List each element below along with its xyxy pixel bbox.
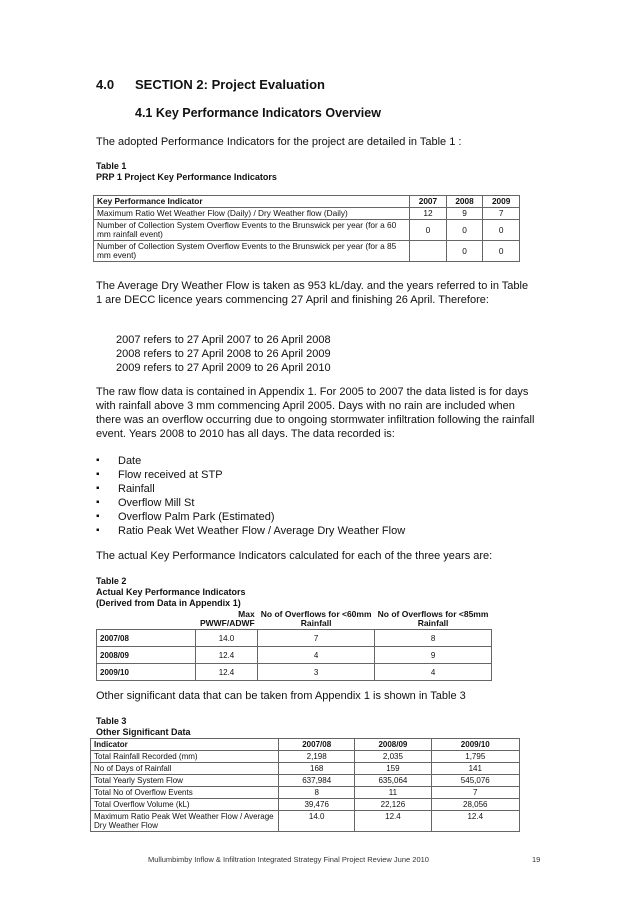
table-cell: No of Days of Rainfall: [91, 763, 279, 775]
table-cell: 9: [446, 208, 483, 220]
year-definition: 2007 refers to 27 April 2007 to 26 April 2008: [116, 334, 331, 346]
table2-caption: Table 2: [96, 576, 127, 586]
table-row: [97, 630, 492, 647]
table-cell: 8: [375, 630, 492, 647]
table-cell: 4: [375, 664, 492, 681]
table-cell: Maximum Ratio Wet Weather Flow (Daily) / Dry Weather flow (Daily): [94, 208, 410, 220]
list-item: ▪ Overflow Palm Park (Estimated): [96, 510, 405, 524]
section-title: SECTION 2: Project Evaluation: [135, 77, 325, 92]
adwf-paragraph: The Average Dry Weather Flow is taken as 953 kL/day. and the years referred to in Table 1 are DECC licence years commencing 27 April and finishing 26 April. Therefore:: [96, 280, 529, 306]
table-header-cell: 2008: [446, 196, 483, 208]
actual-kpi-table: [96, 609, 492, 681]
table-cell: 2007/08: [97, 630, 196, 647]
table-cell: 159: [355, 763, 431, 775]
list-item: ▪ Flow received at STP: [96, 468, 405, 482]
table-header-cell: 2007: [410, 196, 447, 208]
table-row: [91, 787, 520, 799]
table-cell: 2008/09: [97, 647, 196, 664]
table-row: [91, 775, 520, 787]
table-cell: 22,126: [355, 799, 431, 811]
table3-title: Other Significant Data: [96, 727, 191, 737]
table-cell: 39,476: [279, 799, 355, 811]
table-cell: 7: [258, 630, 375, 647]
table-cell: Total No of Overflow Events: [91, 787, 279, 799]
table-header-cell: 2008/09: [355, 739, 431, 751]
table-cell: 2,198: [279, 751, 355, 763]
table1-caption: Table 1: [96, 161, 127, 171]
table-cell: Number of Collection System Overflow Events to the Brunswick per year (for a 60 mm rainfall event): [94, 220, 410, 241]
table-cell: 637,984: [279, 775, 355, 787]
table-cell: 14.0: [279, 811, 355, 832]
page-footer: Mullumbimby Inflow & Infiltration Integrated Strategy Final Project Review June 2010: [148, 855, 429, 864]
significant-data-table: [90, 738, 520, 832]
table2-subtitle: (Derived from Data in Appendix 1): [96, 598, 241, 608]
table-cell: Total Overflow Volume (kL): [91, 799, 279, 811]
table-row: [97, 647, 492, 664]
table-cell: Total Yearly System Flow: [91, 775, 279, 787]
table-header-cell: Max PWWF/ADWF: [199, 609, 255, 628]
list-item: ▪ Rainfall: [96, 482, 405, 496]
table-cell: Maximum Ratio Peak Wet Weather Flow / Average Dry Weather Flow: [91, 811, 279, 832]
table-row: [91, 799, 520, 811]
table-cell: 3: [258, 664, 375, 681]
table-cell: 8: [279, 787, 355, 799]
table-cell: 0: [410, 220, 447, 241]
table-cell: 12.4: [195, 647, 257, 664]
section-number: 4.0: [96, 77, 115, 92]
table-header-row: [91, 739, 520, 751]
table-header-cell: Indicator: [91, 739, 279, 751]
table-header-cell: 2009: [483, 196, 520, 208]
year-definition: 2008 refers to 27 April 2008 to 26 April 2009: [116, 348, 331, 360]
table-cell: 14.0: [195, 630, 257, 647]
table-cell: 2,035: [355, 751, 431, 763]
table-row: [91, 811, 520, 832]
year-definition: 2009 refers to 27 April 2009 to 26 April 2010: [116, 362, 331, 374]
subsection-title: 4.1 Key Performance Indicators Overview: [135, 106, 381, 120]
table-row: [94, 241, 520, 262]
table2-title: Actual Key Performance Indicators: [96, 587, 246, 597]
table-cell: 7: [483, 208, 520, 220]
table-cell: 1,795: [431, 751, 519, 763]
table-cell: 4: [258, 647, 375, 664]
table-cell: 11: [355, 787, 431, 799]
table-row: [94, 208, 520, 220]
table-cell: 0: [483, 220, 520, 241]
intro-paragraph: The adopted Performance Indicators for the project are detailed in Table 1 :: [96, 136, 462, 148]
table-cell: 12.4: [431, 811, 519, 832]
table-cell: 635,064: [355, 775, 431, 787]
table3-caption: Table 3: [96, 716, 127, 726]
table-cell: 7: [431, 787, 519, 799]
kpi-table: [93, 195, 520, 262]
table-cell: 12.4: [355, 811, 431, 832]
table-cell: 9: [375, 647, 492, 664]
table-cell: 28,056: [431, 799, 519, 811]
table-header-row: [97, 609, 492, 630]
table-cell: Total Rainfall Recorded (mm): [91, 751, 279, 763]
table1-title: PRP 1 Project Key Performance Indicators: [96, 172, 277, 182]
table-row: [97, 664, 492, 681]
table-header-cell: No of Overflows for <85mm Rainfall: [377, 609, 489, 628]
table-header-cell: [97, 609, 196, 630]
actual-kpi-paragraph: The actual Key Performance Indicators calculated for each of the three years are:: [96, 550, 493, 562]
table-row: [94, 220, 520, 241]
table-cell: 12.4: [195, 664, 257, 681]
data-recorded-list: [96, 454, 405, 538]
table-cell: 545,076: [431, 775, 519, 787]
list-item: ▪ Date: [96, 454, 405, 468]
table-header-cell: No of Overflows for <60mm Rainfall: [260, 609, 372, 628]
table-cell: 0: [446, 241, 483, 262]
table-cell: 0: [446, 220, 483, 241]
table-cell: [410, 241, 447, 262]
table-header-cell: Key Performance Indicator: [94, 196, 410, 208]
other-data-paragraph: Other significant data that can be taken from Appendix 1 is shown in Table 3: [96, 690, 466, 702]
table-cell: 168: [279, 763, 355, 775]
table-cell: 2009/10: [97, 664, 196, 681]
table-header-cell: 2007/08: [279, 739, 355, 751]
list-item: ▪ Ratio Peak Wet Weather Flow / Average Dry Weather Flow: [96, 524, 405, 538]
list-item: ▪ Overflow Mill St: [96, 496, 405, 510]
table-cell: 12: [410, 208, 447, 220]
table-row: [91, 763, 520, 775]
table-row: [91, 751, 520, 763]
raw-data-paragraph: The raw flow data is contained in Appendix 1. For 2005 to 2007 the data listed is for days with rainfall above 3 mm commencing April 2005. Days with no rain are included when there was an overflow occurring due to ongoing stormwater infiltration following the rainfall event. Years 2008 to 2010 has all days. The data recorded is:: [96, 386, 535, 440]
table-cell: 0: [483, 241, 520, 262]
table-cell: Number of Collection System Overflow Events to the Brunswick per year (for a 85 mm event): [94, 241, 410, 262]
table-cell: 141: [431, 763, 519, 775]
page-number: 19: [532, 855, 541, 864]
table-header-cell: 2009/10: [431, 739, 519, 751]
table-header-row: [94, 196, 520, 208]
